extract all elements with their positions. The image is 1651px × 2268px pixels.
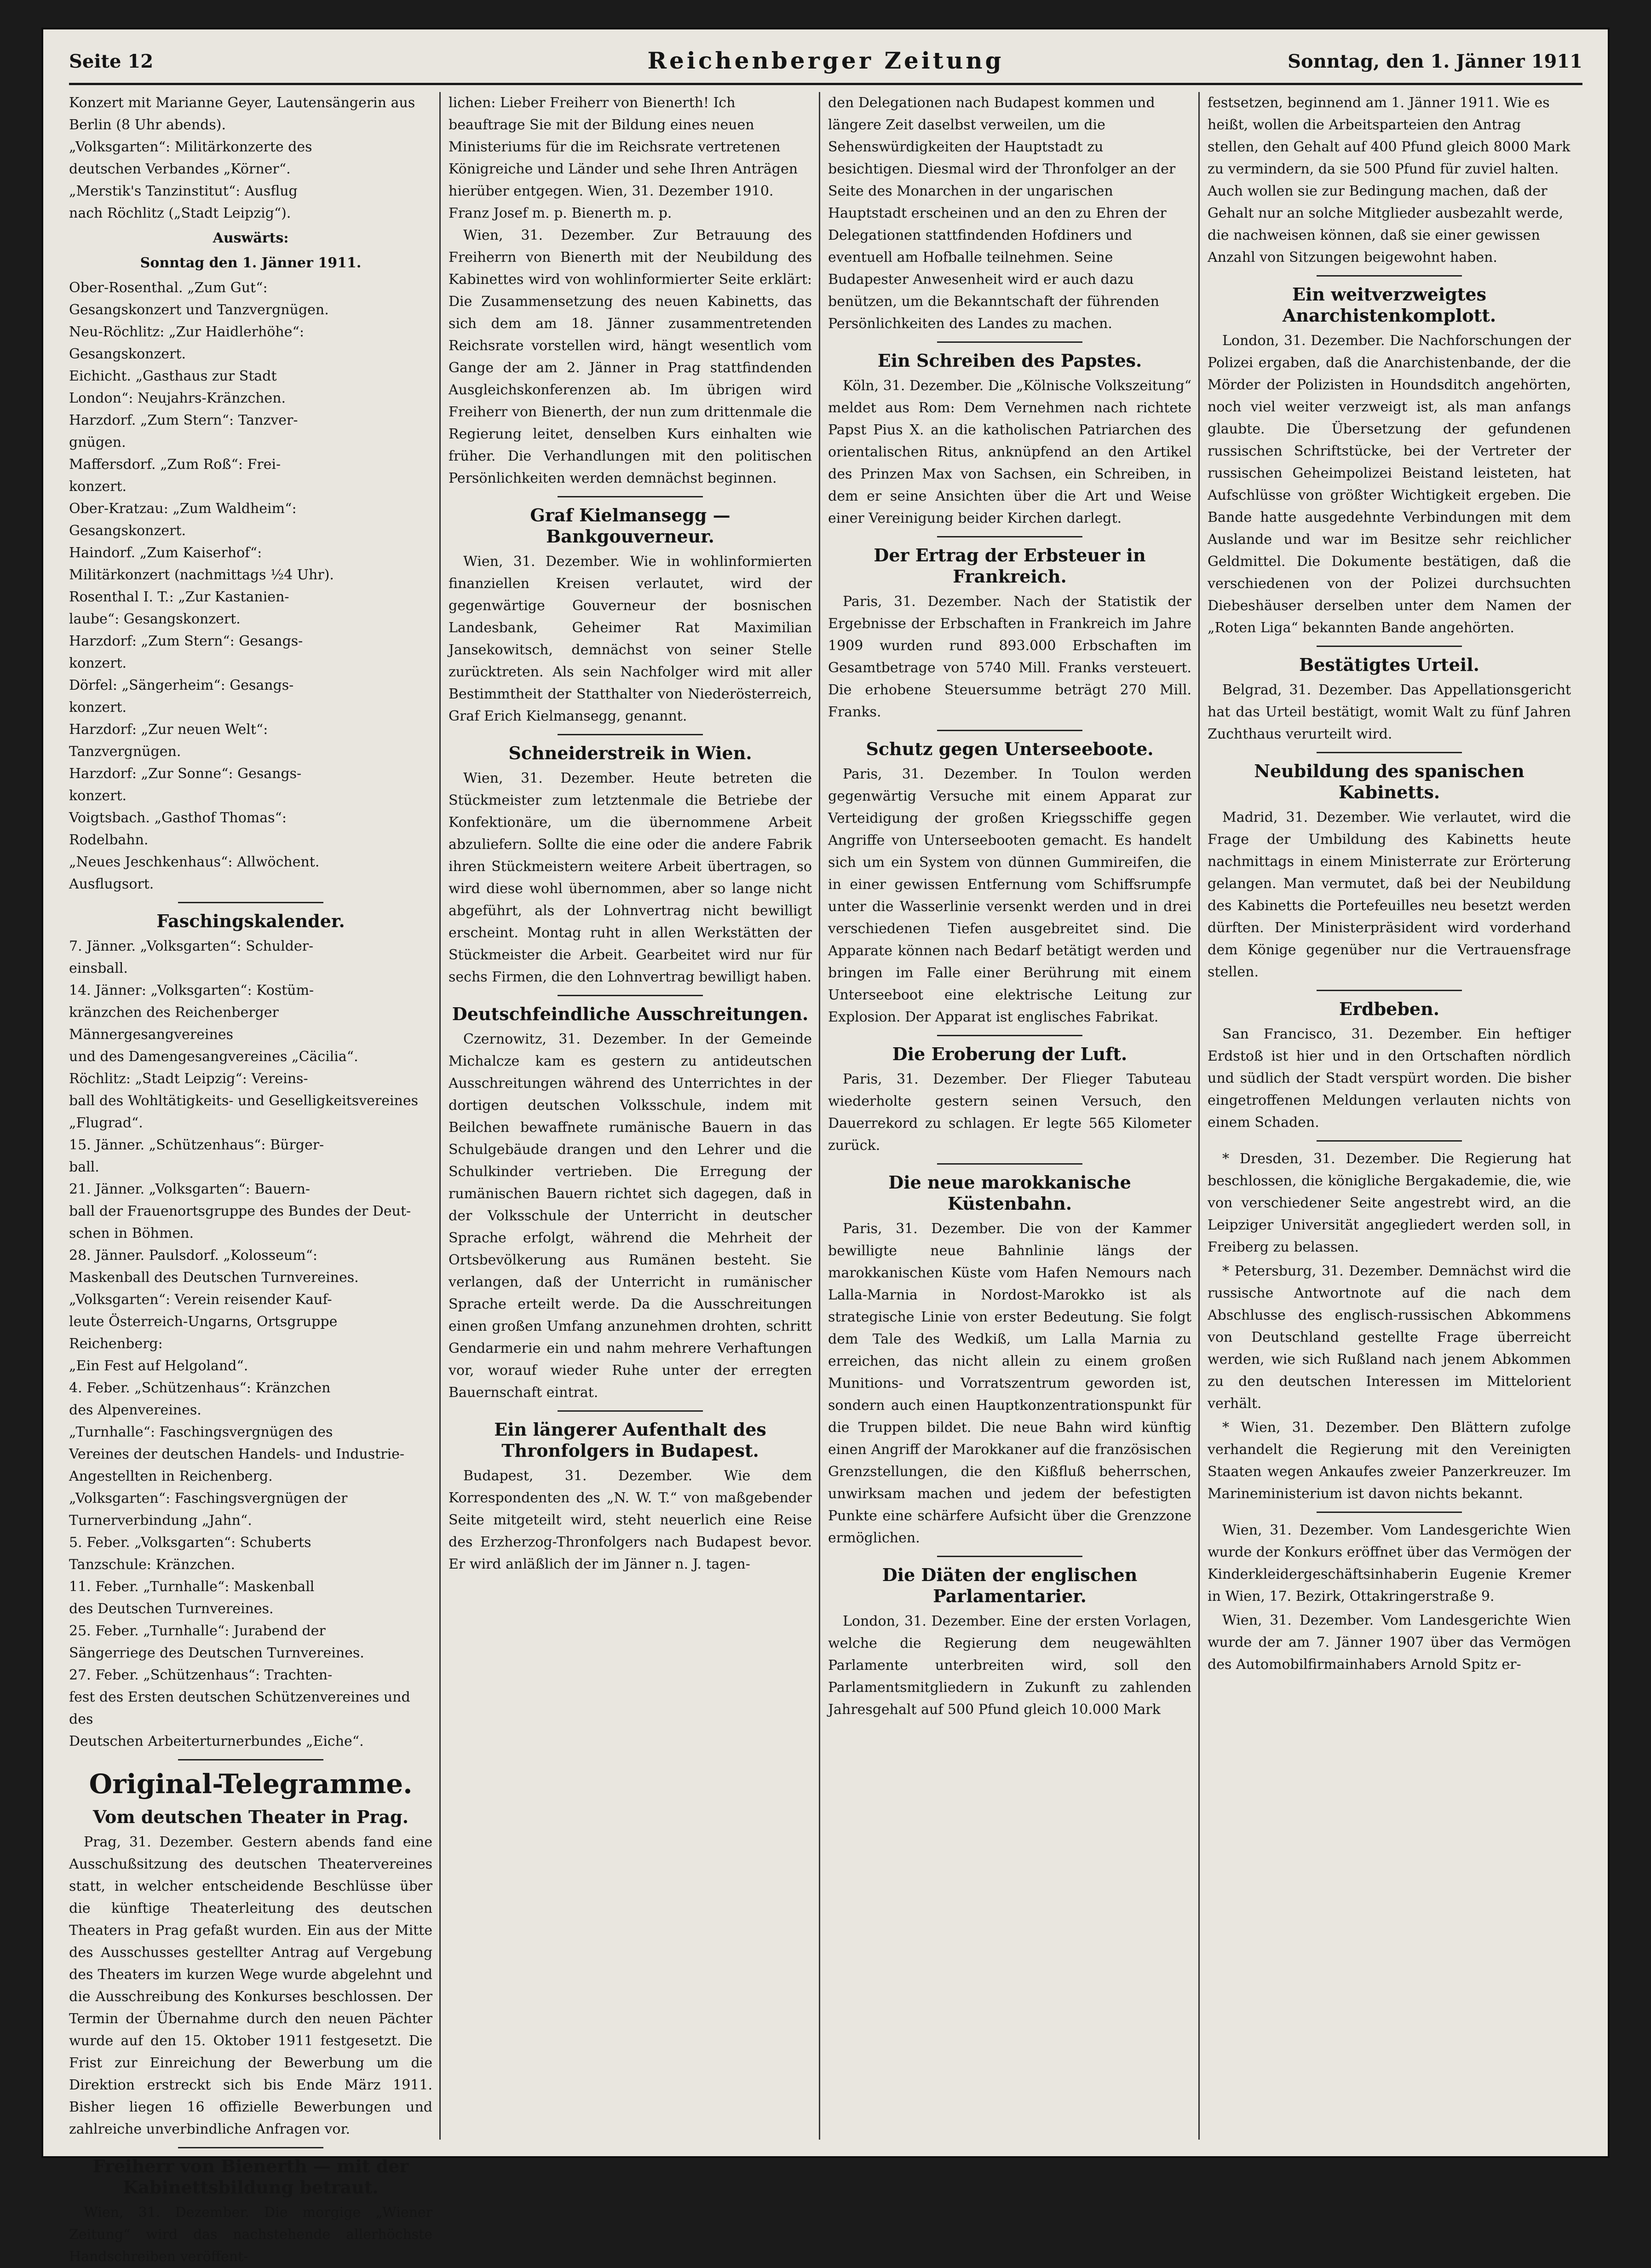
masthead [69,41,1582,85]
listing-line: „Neues Jeschkenhaus“: Allwöchent. [69,854,320,870]
section-divider [178,902,323,903]
article-heading: Schutz gegen Unterseeboote. [866,739,1154,759]
article-body: lichen: Lieber Freiherr von Bienerth! Ich beauftrage Sie mit der Bildung eines neuen Ministeriums für die im Reichsrate vertretenen Königreiche und Länder und sehe Ihren Anträgen hierüber entgegen. Wien, 31. Dezember 1910. Franz Josef m. p. Bienerth m. p. [449,95,798,221]
listing-line: Berlin (8 Uhr abends). [69,117,226,133]
article-body: London, 31. Dezember. Die Nachforschungen der Polizei ergaben, daß die Anarchistenbande, der die Mörder der Polizisten in Houndsditch angehörten, noch viel weiter verzweigt ist, als man anfangs glaubte. Die Übersetzung der gefundenen russischen Schriftstücke, bei der Vertreter der russischen Geheimpolizei Beistand leisteten, hat Aufschlüsse von größter Wichtigkeit ergeben. Die Bande hatte ausgedehnte Verbindungen mit dem Auslande und war im Besitze sehr reichlicher Geldmittel. Die Dokumente bestätigen, daß die verschiedenen von der Polizei durchsuchten Diebeshäuser derselben unter dem Namen der „Roten Liga“ bekannten Bande angehörten. [1208,333,1571,636]
column-4 [1208,92,1571,2140]
telegram-section-title: Original-Telegramme. [89,1768,413,1800]
section-divider [1317,275,1462,277]
listing-line: „Flugrad“. [69,1115,143,1131]
listing-line: 15. Jänner. „Schützenhaus“: Bürger- [69,1137,324,1153]
auswaerts-heading: Auswärts: [213,230,289,246]
listing-line: Gesangskonzert. [69,523,186,539]
listing-line: Maffersdorf. „Zum Roß“: Frei- [69,456,281,473]
listing-line: „Volksgarten“: Militärkonzerte des [69,139,312,155]
article-heading: Bestätigtes Urteil. [1299,654,1479,675]
listing-line: 28. Jänner. Paulsdorf. „Kolosseum“: [69,1247,318,1264]
listing-line: 25. Feber. „Turnhalle“: Jurabend der [69,1623,326,1639]
listing-line: Gesangskonzert und Tanzvergnügen. [69,302,329,318]
article-body: Czernowitz, 31. Dezember. In der Gemeinde Michalcze kam es gestern zu antideutschen Ausschreitungen während des Unterrichtes in der dortigen deutschen Volksschule, indem mit Beilchen bewaffnete rumänische Bauern in das Schulgebäude drangen und den Lehrer und die Schulkinder vertrieben. Die Erregung der rumänischen Bauern richtet sich dagegen, daß in der Volksschule der Unterricht in deutscher Sprache erfolgt, während die Mehrheit der Ortsbevölkerung aus Rumänen besteht. Sie verlangen, daß der Unterricht in rumänischer Sprache erteilt werde. Da die Ausschreitungen einen großen Umfang anzunehmen drohten, schritt Gendarmerie ein und nahm mehrere Verhaftungen vor, worauf wieder Ruhe unter der erregten Bauernschaft eintrat. [449,1031,812,1401]
article-body: festsetzen, beginnend am 1. Jänner 1911. Wie es heißt, wollen die Arbeitsparteien den Antrag stellen, den Gehalt auf 400 Pfund gleich 8000 Mark zu vermindern, da sie 500 Pfund für zuviel halten. Auch wollen sie zur Bedingung machen, daß der Gehalt nur an solche Mitglieder ausbezahlt werde, die nachweisen können, daß sie einer gewissen Anzahl von Sitzungen beigewohnt haben. [1208,95,1570,265]
listing-line: Deutschen Arbeiterturnerbundes „Eiche“. [69,1733,364,1749]
section-divider [1317,990,1462,991]
listing-line: deutschen Verbandes „Körner“. [69,161,291,177]
article-body: Wien, 31. Dezember. Vom Landesgerichte Wien wurde der am 7. Jänner 1907 über das Vermögen des Automobilfirmainhabers Arnold Spitz er- [1208,1612,1571,1673]
listing-line: Eichicht. „Gasthaus zur Stadt [69,368,277,384]
listing-line: Harzdorf: „Zur Sonne“: Gesangs- [69,766,302,782]
listing-line: Voigtsbach. „Gasthof Thomas“: [69,810,287,826]
listing-line: Vereines der deutschen Handels- und Industrie- [69,1446,405,1462]
section-divider [558,496,703,497]
article-heading: Der Ertrag der Erbsteuer in Frankreich. [874,545,1146,587]
newspaper-title: Reichenberger Zeitung [647,47,1004,74]
article-body: Prag, 31. Dezember. Gestern abends fand eine Ausschußsitzung des deutschen Theatervereines statt, in welcher entscheidende Beschlüsse über die künftige Theaterleitung des deutschen Theaters in Prag gefaßt wurden. Ein aus der Mitte des Ausschusses gestellter Antrag auf Vergebung des Theaters im kurzen Wege wurde abgelehnt und die Ausschreibung des Konkurses beschlossen. Der Termin der Übernahme durch den neuen Pächter wurde auf den 15. Oktober 1911 festgesetzt. Die Frist zur Einreichung der Bewerbung um die Direktion erstreckt sich bis Ende März 1911. Bisher liegen 16 offizielle Bewerbungen und zahlreiche unverbindliche Anfragen vor. [69,1834,432,2137]
article-heading: Deutschfeindliche Ausschreitungen. [452,1004,809,1024]
listing-line: 11. Feber. „Turnhalle“: Maskenball [69,1579,315,1595]
listing-line: Röchlitz: „Stadt Leipzig“: Vereins- [69,1071,308,1087]
article-body: Wien, 31. Dezember. Zur Betrauung des Freiherrn von Bienerth mit der Neubildung des Kabinettes wird von wohlinformierter Seite erklärt: Die Zusammensetzung des neuen Kabinetts, das sich dem am 18. Jänner zusammentretenden Reichsrate vorstellen wird, hängt wesentlich vom Gange der am 2. Jänner in Prag stattfindenden Ausgleichskonferenzen ab. Im übrigen wird Freiherr von Bienerth, der nun zum drittenmale die Regierung leitet, denselben Kurs einhalten wie früher. Die Verhandlungen mit den politischen Persönlichkeiten werden demnächst beginnen. [449,227,812,486]
section-divider [1317,752,1462,753]
article-heading: Die neue marokkanische Küstenbahn. [888,1172,1131,1214]
listing-line: ball der Frauenortsgruppe des Bundes der Deut- [69,1203,411,1219]
listing-line: konzert. [69,699,127,716]
article-body: Wien, 31. Dezember. Heute betreten die Stückmeister zum letztenmale die Betriebe der Konfektionäre, um die übernommene Arbeit abzuliefern. Sollte die eine oder die andere Fabrik ihren Stückmeistern weitere Arbeit übertragen, so wird diese wohl übernommen, aber so lange nicht abgeführt, als der Lohnvertrag nicht bewilligt erscheint. Montag ruht in allen Werkstätten der Stückmeister die Arbeit. Gearbeitet wird nur für sechs Firmen, die den Lohnvertrag bewilligt haben. [449,770,812,985]
column-3 [828,92,1191,2140]
listing-line: Turnerverbindung „Jahn“. [69,1512,252,1529]
section-divider [178,2147,323,2148]
article-heading: Schneiderstreik in Wien. [508,743,752,763]
section-divider [178,1759,323,1760]
fasching-heading: Faschingskalender. [156,911,345,931]
article-heading: Ein weitverzweigtes Anarchistenkomplott. [1282,284,1496,326]
article-body: den Delegationen nach Budapest kommen und längere Zeit daselbst verweilen, um die Sehenswürdigkeiten der Hauptstadt zu besichtigen. Diesmal wird der Thronfolger an der Seite des Monarchen in der ungarischen Hauptstadt erscheinen und an den zu Ehren der Delegationen stattfindenden Hofdiners und eventuell am Hofballe teilnehmen. Seine Budapester Anwesenheit wird er auch dazu benützen, um die Bekanntschaft der führenden Persönlichkeiten des Landes zu machen. [828,95,1176,332]
section-divider [558,734,703,735]
listing-line: Konzert mit Marianne Geyer, Lautensängerin aus [69,95,415,111]
article-heading: Graf Kielmansegg — Bankgouverneur. [530,505,731,547]
article-body: Wien, 31. Dezember. Wie in wohlinformierten finanziellen Kreisen verlautet, wird der gegenwärtige Gouverneur der bosnischen Landesbank, Geheimer Rat Maximilian Jansekowitsch, demnächst von seiner Stelle zurücktreten. Als sein Nachfolger wird mit aller Bestimmtheit der Statthalter von Niederösterreich, Graf Erich Kielmansegg, genannt. [449,554,812,724]
listing-line: laube“: Gesangskonzert. [69,611,241,627]
auswaerts-date: Sonntag den 1. Jänner 1911. [140,255,362,271]
article-heading: Ein längerer Aufenthalt des Thronfolgers in Budapest. [494,1419,766,1461]
section-divider [558,1410,703,1412]
listing-line: 27. Feber. „Schützenhaus“: Trachten- [69,1667,333,1683]
listing-line: 5. Feber. „Volksgarten“: Schuberts [69,1535,311,1551]
newspaper-page [41,28,1610,2265]
listing-line: Angestellten in Reichenberg. [69,1468,273,1484]
listing-line: Gesangskonzert. [69,346,186,362]
article-heading: Vom deutschen Theater in Prag. [93,1806,408,1827]
column-1 [69,92,432,2265]
section-divider [937,341,1082,343]
listing-line: des Deutschen Turnvereines. [69,1601,274,1617]
listing-line: gnügen. [69,434,126,450]
article-body: * Dresden, 31. Dezember. Die Regierung hat beschlossen, die königliche Bergakademie, die, wie von verschiedener Seite angestrebt wird, an die Leipziger Universität angegliedert werden soll, in Freiberg zu belassen. [1208,1151,1571,1255]
listing-line: Tanzvergnügen. [69,744,181,760]
listing-line: „Ein Fest auf Helgoland“. [69,1358,248,1374]
listing-line: Haindorf. „Zum Kaiserhof“: [69,545,262,561]
listing-line: „Volksgarten“: Faschingsvergnügen der [69,1490,348,1506]
listing-line: Rodelbahn. [69,832,149,848]
article-heading: Die Eroberung der Luft. [892,1044,1128,1064]
article-body: * Wien, 31. Dezember. Den Blättern zufolge verhandelt die Regierung mit den Vereinigten Staaten wegen Ankaufes zweier Panzerkreuzer. Im Marineministerium ist davon nichts bekannt. [1208,1420,1571,1502]
section-divider [1317,1140,1462,1142]
article-heading: Neubildung des spanischen Kabinetts. [1254,761,1524,802]
listing-line: Harzdorf: „Zum Stern“: Gesangs- [69,633,303,649]
listing-line: Rosenthal I. T.: „Zur Kastanien- [69,589,289,605]
listing-line: „Merstik's Tanzinstitut“: Ausflug [69,183,298,199]
listing-line: Ober-Rosenthal. „Zum Gut“: [69,280,268,296]
listing-line: nach Röchlitz („Stadt Leipzig“). [69,205,291,221]
listing-line: und des Damengesangvereines „Cäcilia“. [69,1049,358,1065]
section-divider [1317,1512,1462,1513]
article-body: Madrid, 31. Dezember. Wie verlautet, wird die Frage der Umbildung des Kabinetts heute nachmittags in einem Ministerrate zur Erörterung gelangen. Man vermutet, daß bei der Neubildung des Kabinetts die Portefeuilles neu besetzt werden dürften. Der Ministerpräsident wird vorderhand dem Könige gegenüber nur die Vertrauensfrage stellen. [1208,809,1571,980]
listing-line: ball. [69,1159,99,1175]
page-number: Seite 12 [69,51,154,72]
column-divider [1198,92,1200,2140]
listing-line: fest des Ersten deutschen Schützenvereines und des [69,1689,410,1727]
listing-line: Neu-Röchlitz: „Zur Haidlerhöhe“: [69,324,304,340]
listing-line: einsball. [69,960,128,976]
listing-line: leute Österreich-Ungarns, Ortsgruppe Reichenberg: [69,1314,338,1352]
section-divider [937,1035,1082,1036]
article-body: Paris, 31. Dezember. In Toulon werden gegenwärtig Versuche mit einem Apparat zur Verteidigung der großen Kriegsschiffe gegen Angriffe von Unterseebooten gemacht. Es handelt sich um ein System von dünnen Gummireifen, die in einer gewissen Entfernung vom Schiffsrumpfe unter die Wasserlinie versenkt werden und in drei verschiedenen Tiefen ausgebreitet sind. Die Apparate können nach Bedarf betätigt werden und bringen im Falle einer Berührung mit einem Unterseeboot eine elektrische Leitung zur Explosion. Der Apparat ist englisches Fabrikat. [828,766,1191,1025]
section-divider [558,995,703,996]
listing-line: Militärkonzert (nachmittags ½4 Uhr). [69,567,334,583]
listing-line: konzert. [69,655,127,671]
listing-line: schen in Böhmen. [69,1225,194,1241]
article-body: Belgrad, 31. Dezember. Das Appellationsgericht hat das Urteil bestätigt, womit Walt zu fünf Jahren Zuchthaus verurteilt wird. [1208,682,1571,742]
article-body: San Francisco, 31. Dezember. Ein heftiger Erdstoß ist hier und in den Ortschaften nördlich und südlich der Stadt verspürt worden. Die bisher eingetroffenen Meldungen verlauten nichts von einem Schaden. [1208,1026,1571,1131]
listing-line: 7. Jänner. „Volksgarten“: Schulder- [69,938,314,954]
event-listing-intro [69,92,432,225]
listing-line: 4. Feber. „Schützenhaus“: Kränzchen [69,1380,331,1396]
section-divider [937,1163,1082,1165]
listing-line: Sängerriege des Deutschen Turnvereines. [69,1645,364,1661]
listing-line: London“: Neujahrs-Kränzchen. [69,390,286,406]
listing-line: Harzdorf: „Zur neuen Welt“: [69,721,268,738]
listing-line: kränzchen des Reichenberger Männergesangvereines [69,1004,279,1043]
listing-line: 21. Jänner. „Volksgarten“: Bauern- [69,1181,311,1197]
article-body: * Petersburg, 31. Dezember. Demnächst wird die russische Antwortnote auf die nach dem Abschlusse des englisch-russischen Abkommens von Deutschland gestellte Frage überreicht werden, wie sich Rußland nach jenem Abkommen zu den deutschen Interessen im Mittelorient verhält. [1208,1263,1571,1412]
article-body: Wien, 31. Dezember. Die morgige „Wiener Zeitung“ wird das nachstehende allerhöchste Handschreiben veröffent- [69,2205,432,2265]
section-divider [1317,646,1462,647]
article-body: Köln, 31. Dezember. Die „Kölnische Volkszeitung“ meldet aus Rom: Dem Vernehmen nach richtete Papst Pius X. an die katholischen Patriarchen des orientalischen Ritus, anknüpfend an den Artikel des Prinzen Max von Sachsen, ein Schreiben, in dem er seine Ansichten über die Art und Weise einer Vereinigung beider Kirchen darlegt. [828,378,1191,526]
article-heading: Erdbeben. [1339,998,1439,1019]
column-2 [449,92,812,2140]
listing-line: Tanzschule: Kränzchen. [69,1557,236,1573]
article-heading: Die Diäten der englischen Parlamentarier. [882,1564,1138,1606]
issue-date: Sonntag, den 1. Jänner 1911 [1288,51,1582,72]
listing-line: „Volksgarten“: Verein reisender Kauf- [69,1292,332,1308]
article-body: Paris, 31. Dezember. Die von der Kammer bewilligte neue Bahnlinie längs der marokkanischen Küste vom Hafen Nemours nach Lalla-Marnia in Nordost-Marokko ist als strategische Linie von erster Bedeutung. Sie folgt dem Tale des Wedkiß, um Lalla Marnia zu erreichen, das nicht allein zu einem großen Munitions- und Vorratszentrum geworden ist, sondern auch einen Hauptkonzentrationspunkt für die Truppen bildet. Die neue Bahn wird künftig einen Angriff der Marokkaner auf die französischen Grenzstellungen, die den Kißfluß beherrschen, unwirksam machen und jedem der befestigten Punkte eine schärfere Aufsicht über die Grenzzone ermöglichen. [828,1221,1191,1546]
listing-line: konzert. [69,479,127,495]
listing-line: Ober-Kratzau: „Zum Waldheim“: [69,501,297,517]
listing-line: konzert. [69,788,127,804]
section-divider [937,1556,1082,1557]
column-divider [819,92,820,2140]
listing-line: Ausflugsort. [69,876,154,892]
section-divider [937,730,1082,731]
listing-line: Harzdorf. „Zum Stern“: Tanzver- [69,412,298,428]
fasching-listing [69,935,432,1753]
listing-line: Maskenball des Deutschen Turnvereines. [69,1270,359,1286]
listing-line: des Alpenvereines. [69,1402,201,1418]
article-body: Paris, 31. Dezember. Nach der Statistik der Ergebnisse der Erbschaften in Frankreich im Jahre 1909 wurden rund 893.000 Erbschaften im Gesamtbetrage von 5740 Mill. Franks versteuert. Die erhobene Steuersumme beträgt 270 Mill. Franks. [828,594,1191,720]
auswaerts-listing [69,277,432,895]
listing-line: 14. Jänner: „Volksgarten“: Kostüm- [69,982,314,998]
article-body: London, 31. Dezember. Eine der ersten Vorlagen, welche die Regierung dem neugewählten Parlamente unterbreiten wird, soll den Parlamentsmitgliedern in Zukunft zu zahlenden Jahresgehalt auf 500 Pfund gleich 10.000 Mark [828,1613,1191,1718]
article-heading: Freiherr von Bienerth — mit der Kabinettsbildung betraut. [92,2156,409,2198]
article-heading: Ein Schreiben des Papstes. [877,350,1142,371]
article-body: Paris, 31. Dezember. Der Flieger Tabuteau wiederholte gestern seinen Versuch, den Dauerrekord zu schlagen. Er legte 565 Kilometer zurück. [828,1071,1191,1154]
section-divider [937,536,1082,537]
listing-line: „Turnhalle“: Faschingsvergnügen des [69,1424,333,1440]
article-body: Budapest, 31. Dezember. Wie dem Korrespondenten des „N. W. T.“ von maßgebender Seite mitgeteilt wird, steht neuerlich eine Reise des Erzherzog-Thronfolgers nach Budapest bevor. Er wird anläßlich der im Jänner n. J. tagen- [449,1468,812,1572]
column-divider [439,92,441,2140]
listing-line: Dörfel: „Sängerheim“: Gesangs- [69,677,294,693]
listing-line: ball des Wohltätigkeits- und Geselligkeitsvereines [69,1093,419,1109]
article-body: Wien, 31. Dezember. Vom Landesgerichte Wien wurde der Konkurs eröffnet über das Vermögen der Kinderkleidergeschäftsinhaberin Eugenie Kremer in Wien, 17. Bezirk, Ottakringerstraße 9. [1208,1522,1571,1604]
